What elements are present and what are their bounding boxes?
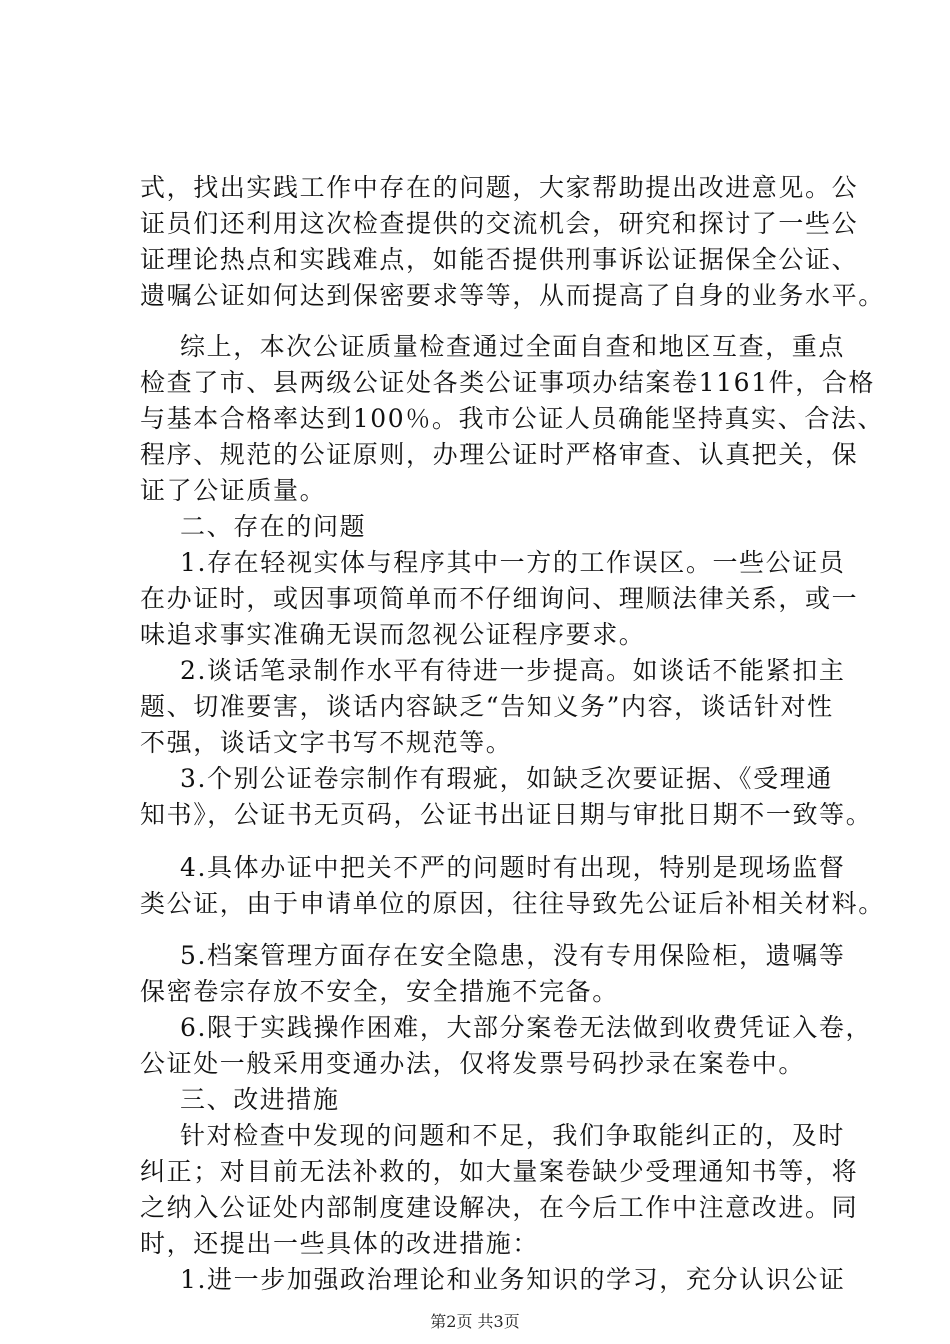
paragraph-line: 与基本合格率达到100％。我市公证人员确能坚持真实、合法、 [140,404,885,433]
paragraph-line: 证理论热点和实践难点，如能否提供刑事诉讼证据保全公证、 [140,245,859,274]
paragraph-line: 针对检查中发现的问题和不足，我们争取能纠正的，及时 [180,1121,846,1150]
paragraph-line: 4.具体办证中把关不严的问题时有出现，特别是现场监督 [180,853,846,882]
paragraph-line: 6.限于实践操作困难，大部分案卷无法做到收费凭证入卷， [180,1013,873,1042]
paragraph-line: 纠正；对目前无法补救的，如大量案卷缺少受理通知书等，将 [140,1157,859,1186]
paragraph-line: 2.谈话笔录制作水平有待进一步提高。如谈话不能紧扣主 [180,656,846,685]
paragraph-line: 式，找出实践工作中存在的问题，大家帮助提出改进意见。公 [140,173,859,202]
section-heading: 三、改进措施 [180,1085,340,1114]
paragraph-line: 1.进一步加强政治理论和业务知识的学习，充分认识公证 [180,1265,846,1294]
paragraph-line: 知书》，公证书无页码，公证书出证日期与审批日期不一致等。 [140,800,873,829]
paragraph-line: 时，还提出一些具体的改进措施： [140,1229,540,1258]
paragraph-line: 不强，谈话文字书写不规范等。 [140,728,513,757]
paragraph-line: 遗嘱公证如何达到保密要求等等，从而提高了自身的业务水平。 [140,281,885,310]
paragraph-line: 在办证时，或因事项简单而不仔细询问、理顺法律关系，或一 [140,584,859,613]
paragraph-line: 检查了市、县两级公证处各类公证事项办结案卷1161件，合格 [140,368,876,397]
page-number: 第2页 共3页 [430,1312,520,1331]
paragraph-line: 5.档案管理方面存在安全隐患，没有专用保险柜，遗嘱等 [180,941,846,970]
paragraph-line: 味追求事实准确无误而忽视公证程序要求。 [140,620,646,649]
paragraph-line: 保密卷宗存放不安全，安全措施不完备。 [140,977,619,1006]
paragraph-line: 程序、规范的公证原则，办理公证时严格审查、认真把关，保 [140,440,859,469]
paragraph-line: 证员们还利用这次检查提供的交流机会，研究和探讨了一些公 [140,209,859,238]
paragraph-line: 证了公证质量。 [140,476,327,505]
section-heading: 二、存在的问题 [180,512,367,541]
paragraph-line: 3.个别公证卷宗制作有瑕疵，如缺乏次要证据、《受理通 [180,764,833,793]
paragraph-line: 之纳入公证处内部制度建设解决，在今后工作中注意改进。同 [140,1193,859,1222]
paragraph-line: 1.存在轻视实体与程序其中一方的工作误区。一些公证员 [180,548,846,577]
paragraph-line: 公证处一般采用变通办法，仅将发票号码抄录在案卷中。 [140,1049,806,1078]
paragraph-line: 综上，本次公证质量检查通过全面自查和地区互查，重点 [180,332,846,361]
paragraph-line: 题、切准要害，谈话内容缺乏“告知义务”内容，谈话针对性 [140,692,834,721]
paragraph-line: 类公证，由于申请单位的原因，往往导致先公证后补相关材料。 [140,889,885,918]
